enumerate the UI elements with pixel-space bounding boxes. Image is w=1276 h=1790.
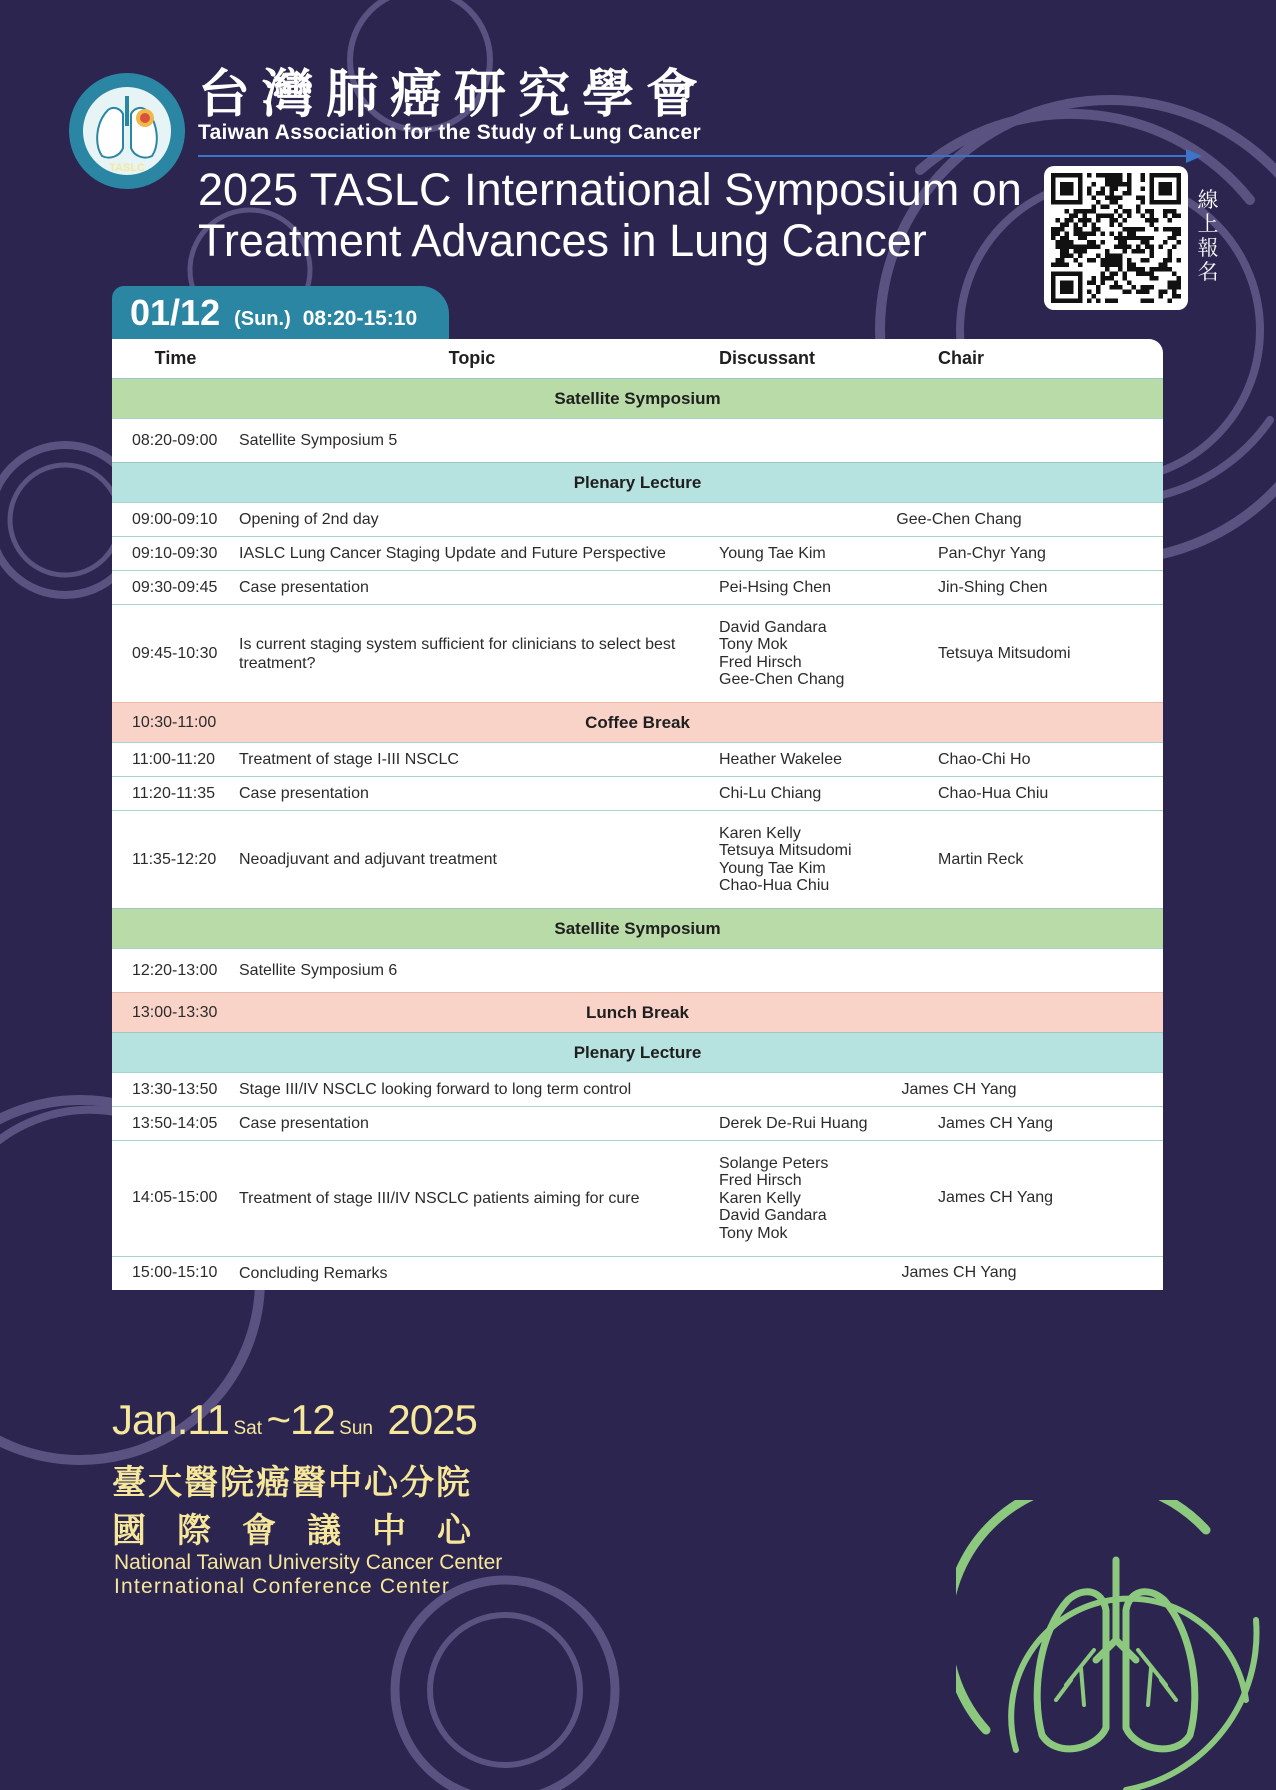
table-row — [112, 742, 1163, 776]
col-chair: Chair — [938, 348, 985, 368]
section-label: Plenary Lecture — [573, 472, 702, 492]
org-name-zh: 台灣肺癌研究學會 — [198, 65, 711, 125]
row-time: 09:45-10:30 — [132, 644, 218, 662]
section-label: Satellite Symposium — [554, 918, 721, 938]
row-time: 15:00-15:10 — [132, 1264, 218, 1281]
venue-en — [114, 1551, 502, 1599]
row-time: 10:30-11:00 — [132, 713, 217, 731]
section-label: Satellite Symposium — [554, 388, 721, 408]
row-topic: Neoadjuvant and adjuvant treatment — [239, 851, 497, 868]
discussant-name: Gee-Chen Chang — [719, 671, 845, 688]
row-time: 09:30-09:45 — [132, 578, 218, 596]
registration-qr-code[interactable] — [1044, 166, 1188, 310]
row-discussants — [719, 825, 938, 895]
discussant-name: Young Tae Kim — [719, 859, 826, 877]
row-topic: Treatment of stage I-III NSCLC — [239, 751, 459, 768]
discussant-name: Heather Wakelee — [719, 751, 843, 768]
date-year: 2025 — [387, 1396, 477, 1443]
col-discussant: Discussant — [719, 347, 816, 368]
day-time-range: 08:20-15:10 — [302, 307, 418, 330]
venue-en-line-1: National Taiwan University Cancer Center — [114, 1551, 503, 1574]
row-topic: Treatment of stage III/IV NSCLC patients aiming for cure — [239, 1189, 640, 1207]
section-label: Plenary Lecture — [573, 1042, 702, 1062]
date-start: Jan.11 — [112, 1396, 229, 1443]
table-row — [112, 1106, 1163, 1140]
discussant-name: Young Tae Kim — [719, 545, 826, 562]
org-name-en: Taiwan Association for the Study of Lung Cancer — [198, 121, 701, 144]
logo-text: TASLC — [109, 162, 145, 174]
discussant-name: Pei-Hsing Chen — [719, 579, 832, 596]
row-chair-span: James CH Yang — [901, 1264, 1017, 1281]
row-time: 11:35-12:20 — [132, 850, 217, 868]
discussant-name: Karen Kelly — [719, 824, 801, 842]
discussant-name: Tony Mok — [719, 636, 788, 653]
row-discussants — [719, 578, 938, 597]
discussant-name: David Gandara — [719, 618, 827, 636]
date-start-day: Sat — [233, 1418, 262, 1439]
table-row — [112, 570, 1163, 604]
discussant-name: Tetsuya Mitsudomi — [719, 842, 852, 859]
row-time: 11:20-11:35 — [132, 784, 216, 802]
row-chair: Chao-Chi Ho — [938, 750, 1031, 768]
row-topic: Is current staging system sufficient for clinicians to select best treatment? — [239, 635, 676, 672]
row-time: 13:00-13:30 — [132, 1003, 218, 1021]
day-tab — [112, 286, 449, 340]
qr-label: 線上報名 — [1197, 188, 1219, 284]
row-time: 14:05-15:00 — [132, 1189, 218, 1207]
symposium-title — [198, 164, 1048, 266]
taslc-logo — [68, 72, 186, 190]
schedule-body — [112, 378, 1163, 1290]
discussant-name: Chi-Lu Chiang — [719, 785, 822, 802]
row-discussants — [719, 1114, 938, 1133]
row-topic: Stage III/IV NSCLC looking forward to long term control — [239, 1081, 632, 1098]
discussant-name: Fred Hirsch — [719, 653, 802, 671]
row-topic: Case presentation — [239, 785, 369, 802]
date-end: 12 — [289, 1396, 335, 1443]
break-row — [112, 702, 1163, 742]
date-sep: ~ — [266, 1396, 290, 1443]
event-dates — [112, 1396, 477, 1444]
row-topic: Case presentation — [239, 579, 369, 596]
title-line-2: Treatment Advances in Lung Cancer — [198, 215, 927, 266]
row-time: 13:50-14:05 — [132, 1114, 218, 1132]
venue-en-line-2: International Conference Center — [114, 1575, 451, 1598]
row-time: 09:10-09:30 — [132, 544, 218, 562]
row-chair: Jin-Shing Chen — [938, 578, 1048, 596]
discussant-name: Chao-Hua Chiu — [719, 877, 830, 894]
row-time: 09:00-09:10 — [132, 510, 218, 528]
title-line-1: 2025 TASLC International Symposium on — [198, 164, 1022, 215]
table-row — [112, 776, 1163, 810]
row-chair: Martin Reck — [938, 850, 1024, 868]
row-chair: James CH Yang — [938, 1189, 1054, 1207]
discussant-name: Karen Kelly — [719, 1189, 801, 1207]
section-header — [112, 908, 1163, 948]
date-end-day: Sun — [339, 1418, 373, 1439]
row-time: 13:30-13:50 — [132, 1080, 218, 1098]
row-discussants — [719, 1155, 938, 1243]
table-row — [112, 536, 1163, 570]
discussant-name: Derek De-Rui Huang — [719, 1115, 868, 1132]
row-discussants — [719, 784, 938, 803]
venue-zh — [112, 1459, 502, 1555]
venue-zh-line-2: 國際會議中心 — [112, 1511, 502, 1551]
table-row — [112, 1140, 1163, 1256]
table-header — [112, 339, 1163, 378]
discussant-name: David Gandara — [719, 1207, 827, 1224]
table-row — [112, 810, 1163, 908]
row-topic: Satellite Symposium 6 — [239, 962, 398, 979]
lung-icon — [956, 1500, 1276, 1790]
day-weekday: (Sun.) — [234, 308, 291, 330]
row-discussants — [719, 750, 938, 769]
table-row — [112, 1256, 1163, 1290]
section-header — [112, 378, 1163, 418]
discussant-name: Solange Peters — [719, 1154, 829, 1172]
row-chair: James CH Yang — [938, 1114, 1054, 1132]
row-time: 08:20-09:00 — [132, 431, 218, 449]
break-label: Coffee Break — [585, 712, 690, 732]
table-row — [112, 418, 1163, 462]
row-chair-span: Gee-Chen Chang — [896, 510, 1022, 528]
row-topic: Concluding Remarks — [239, 1264, 388, 1282]
row-time: 12:20-13:00 — [132, 961, 218, 979]
row-chair: Pan-Chyr Yang — [938, 544, 1046, 562]
row-chair: Tetsuya Mitsudomi — [938, 644, 1071, 662]
table-row — [112, 604, 1163, 702]
section-header — [112, 1032, 1163, 1072]
discussant-name: Tony Mok — [719, 1224, 788, 1242]
col-time: Time — [154, 348, 197, 368]
table-row — [112, 502, 1163, 536]
schedule-table — [112, 339, 1163, 1290]
header-arrow — [198, 146, 1204, 166]
row-discussants — [719, 544, 938, 563]
row-topic: Opening of 2nd day — [239, 511, 379, 528]
break-label: Lunch Break — [586, 1002, 689, 1022]
table-row — [112, 1072, 1163, 1106]
table-row — [112, 948, 1163, 992]
venue-zh-line-1: 臺大醫院癌醫中心分院 — [112, 1463, 472, 1503]
col-topic: Topic — [448, 348, 496, 368]
row-topic: IASLC Lung Cancer Staging Update and Future Perspective — [239, 545, 666, 562]
break-row — [112, 992, 1163, 1032]
row-time: 11:00-11:20 — [132, 750, 216, 768]
day-date: 01/12 — [130, 292, 221, 333]
row-chair: Chao-Hua Chiu — [938, 784, 1049, 802]
row-topic: Case presentation — [239, 1115, 369, 1132]
row-chair-span: James CH Yang — [901, 1080, 1017, 1098]
discussant-name: Fred Hirsch — [719, 1172, 802, 1189]
section-header — [112, 462, 1163, 502]
row-topic: Satellite Symposium 5 — [239, 432, 398, 449]
row-discussants — [719, 619, 938, 689]
